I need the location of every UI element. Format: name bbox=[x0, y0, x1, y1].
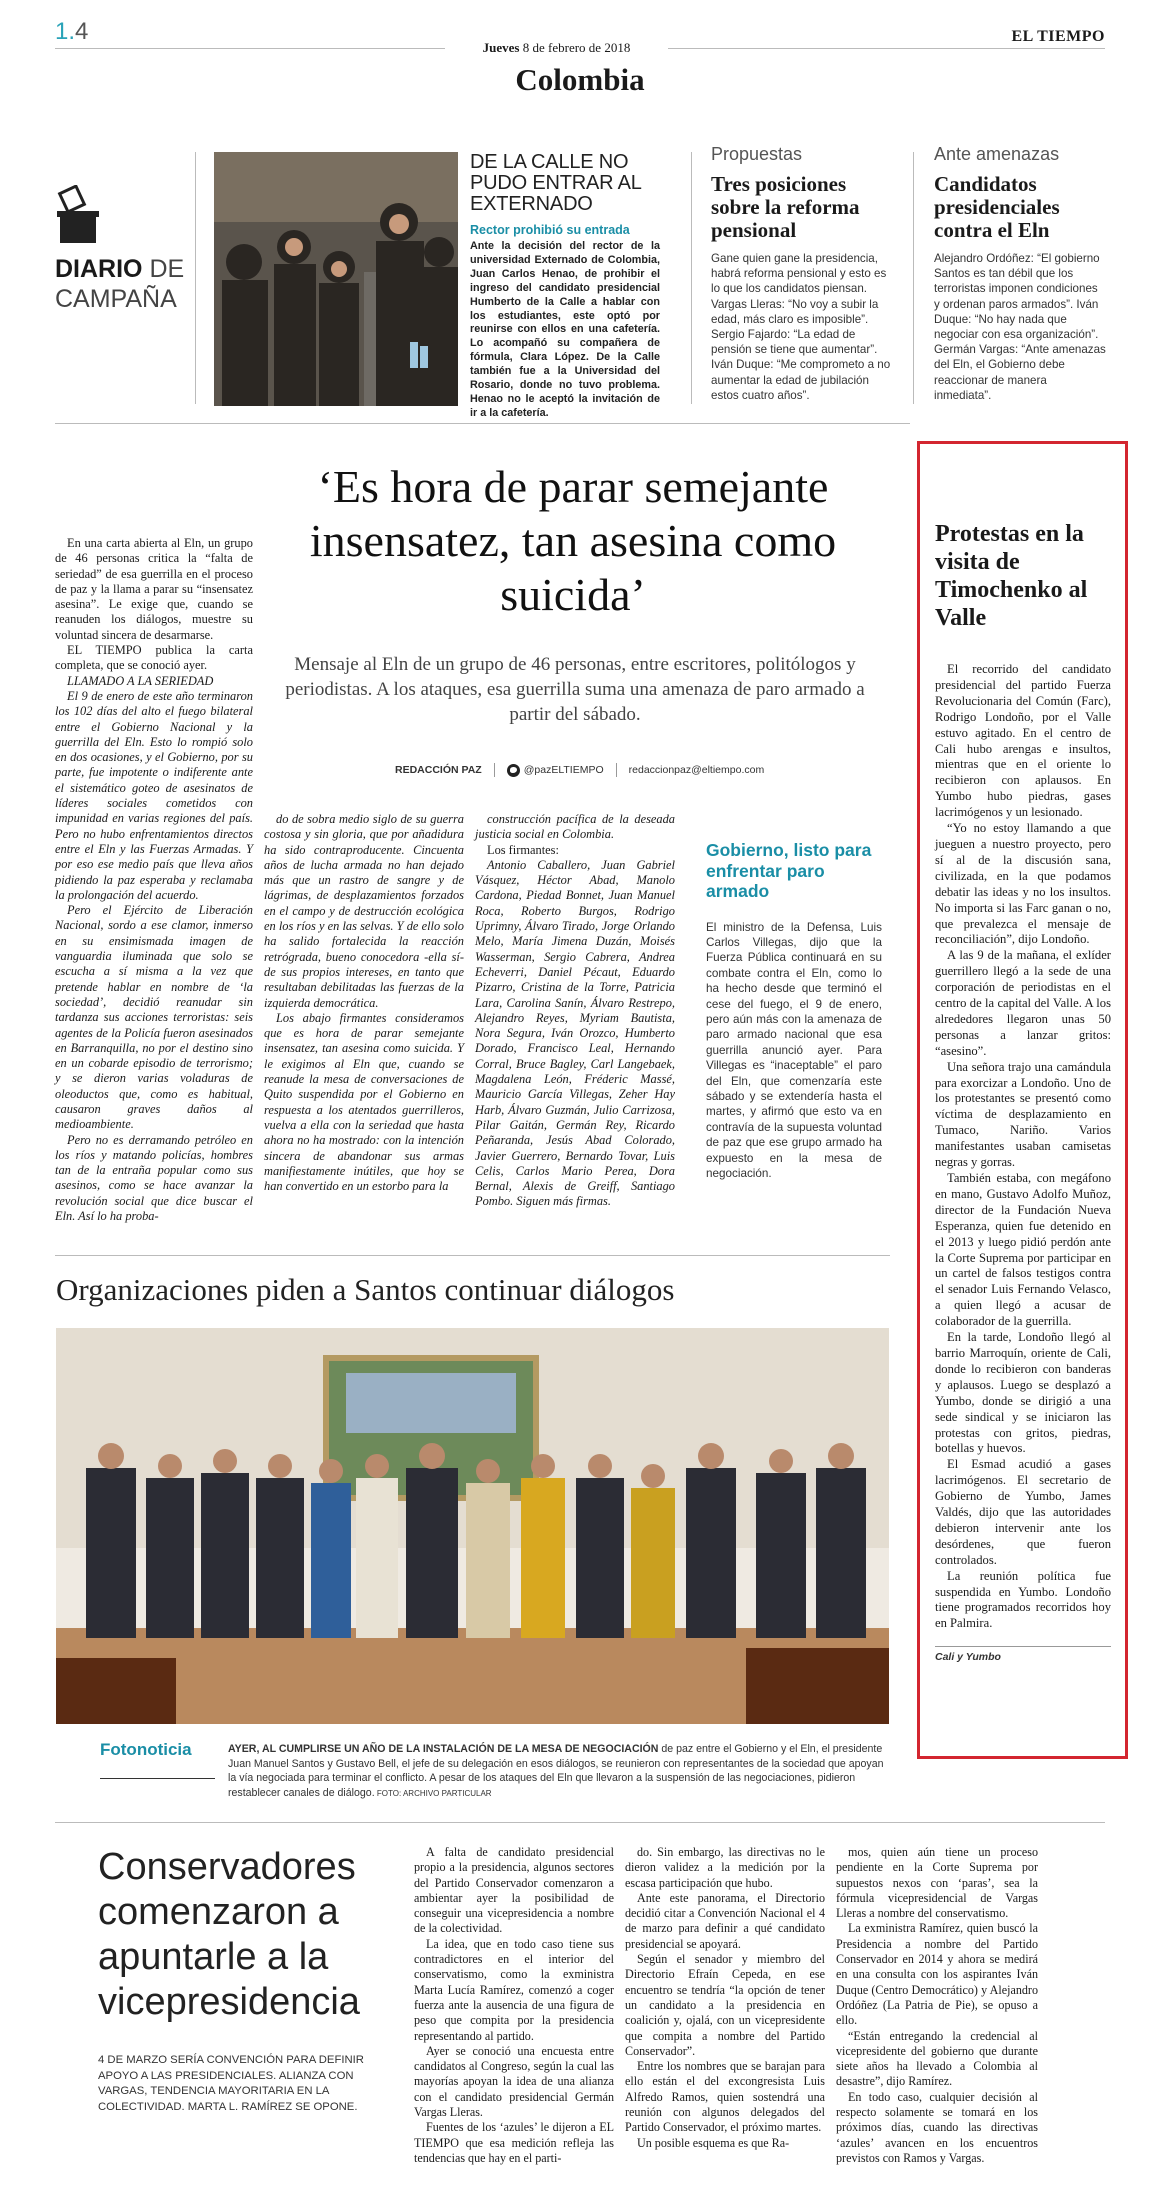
main-column-2 bbox=[264, 812, 464, 1194]
date-day: Jueves bbox=[482, 40, 520, 55]
page-number bbox=[55, 18, 88, 46]
photo-top-rule bbox=[55, 1255, 890, 1256]
twitter-handle[interactable]: @pazELTIEMPO bbox=[523, 764, 604, 776]
paragraph: Ayer se conoció una encuesta entre candidatos al Congreso, según la cual las mayorías apoyan la idea de una alianza con el candidato presidencial Germán Vargas Lleras. bbox=[414, 2043, 614, 2120]
header-date bbox=[445, 40, 668, 56]
paragraph: Pero no es derramando petróleo en los ríos y matando policías, hombres tan de la entraña popular como sus asesinos, como se hace avanzar la revolución social que dice buscar el Eln. Así lo ha proba- bbox=[55, 1132, 253, 1224]
brief-propuestas-body: Gane quien gane la presidencia, habrá reforma pensional y esto es lo que los candidatos piensan. Vargas Lleras: “No voy a subir la edad, más claro es imposible”. Sergio Fajardo: “La edad de pensión se tiene que aumentar”. Iván Duque: “Me comprometo a no aumentar la edad de jubilación estos cuatro años”. bbox=[711, 252, 891, 402]
paragraph: Antonio Caballero, Juan Gabriel Vásquez, Héctor Abad, Manolo Cardona, Piedad Bonnet, Juan Manuel Roca, Roberto Burgos, Rodrigo Uprimny, Álvaro Tirado, Jorge Orlando Melo, María Jimena Duzán, Moisés Wasserman, Sergio Cabrera, Andrea Echeverri, Daniel Pécaut, Eduardo Pizarro, Cristina de la Torre, Patricia Lara, Carolina Sanín, Álvaro Restrepo, Alejandro Reyes, Myriam Bautista, Nora Segura, Iván Orozco, Humberto Dorado, Francisco Leal, Hernando Corral, Bruce Bagley, Carl Langebaek, Magdalena León, Fréderic Massé, Mauricio García Villegas, Zeher Hay Harb, Álvaro Guzmán, Julio Carrizosa, Pilar Gaitán, Germán Rey, Ricardo Peñaranda, Jesús Abad Colorado, Javier Guerrero, Bernardo Tovar, Luis Celis, Carlos Mario Perea, Dora Bernal, Alexis de Greiff, Santiago Pombo. Siguen más firmas. bbox=[475, 857, 675, 1209]
externado-photo bbox=[214, 152, 458, 406]
paragraph: En una carta abierta al Eln, un grupo de 46 personas critica la “falta de seriedad” de esa guerrilla en el proceso de paz y la llama a parar su “insensatez asesina”. Le exige que, cuando se reanuden los diálogos, muestre su voluntad sincera de desarmarse. bbox=[55, 536, 253, 642]
brief-propuestas-title: Tres posiciones sobre la reforma pensional bbox=[711, 172, 860, 242]
paragraph: El 9 de enero de este año terminaron los 102 días del alto el fuego bilateral entre el Gobierno Nacional y la guerrilla del Eln. Esto lo rompió solo en dos ocasiones, y el Gobierno, por su parte, fue impotente o indiferente ante el sistemático goteo de asesinatos de líderes sociales cometidos con impunidad en varias regiones del país. Pero no hubo enfrentamientos directos entre el Eln y las Fuerzas Armadas. Y por eso ese medio país que lleva años pidiendo la paz esperaba y reclamaba la prolongación del acuerdo. bbox=[55, 688, 253, 902]
main-headline: ‘Es hora de parar semejante insensatez, tan asesina como suicida’ bbox=[309, 461, 837, 620]
main-column-3 bbox=[475, 812, 675, 1210]
brief-de-la-calle bbox=[470, 152, 660, 421]
paragraph: EL TIEMPO publica la carta completa, que se conoció ayer. bbox=[55, 643, 253, 673]
paragraph: do de sobra medio siglo de su guerra costosa y sin gloria, que por añadidura ha sido contraproducente. Cincuenta años de lucha armada no han dejado más que un rastro de sangre y de lágrimas, de desplazamientos forzados en el campo y de destrucción ecológica en los ríos y en las selvas. Y de ello solo ha salido fortalecida la reacción retrógrada, bueno conocedora -ella sí- de sus propios intereses, en tanto que resultaban debilitadas las fuerzas de la izquierda democrática. bbox=[264, 812, 464, 1010]
brand-logo: EL TIEMPO bbox=[1011, 28, 1105, 45]
protestas-article bbox=[935, 520, 1111, 1663]
paragraph: Pero el Ejército de Liberación Nacional, sordo a ese clamor, inmerso en su ensimismada imagen de vanguardia iluminada que solo se escucha a sí misma a la vez que pretende hablar en nombre de ‘la sociedad’, decidió reanudar sin tardanza sus acciones terroristas: seis agentes de la Policía fueron asesinados en Barranquilla, no por el destino sino en un cobarde episodio de terrorismo; y se dieron varias voladuras de oleoductos que, como es habitual, causaron graves daños al medioambiente. bbox=[55, 903, 253, 1132]
de-label: DE bbox=[142, 255, 185, 283]
main-deck: Mensaje al Eln de un grupo de 46 personas, entre escritores, politólogos y periodistas. A los ataques, esa guerrilla suma una amenaza de paro armado a partir del sábado. bbox=[285, 654, 865, 725]
paragraph: A las 9 de la mañana, el exlíder guerrillero llegó a la sede de una corporación de periodistas en el centro de la capital del Valle. A los alrededores llegaron unas 50 personas a lanzar gritos: “asesino”. bbox=[935, 948, 1111, 1058]
section-title: Colombia bbox=[515, 62, 645, 97]
paragraph: El Esmad acudió a gases lacrimógenos. El secretario de Gobierno de Yumbo, James Valdés, dijo que las autoridades debieron intervenir ante los desórdenes, que fueron controlados. bbox=[935, 1457, 1111, 1567]
diario-de-campana bbox=[55, 185, 185, 316]
diario-divider bbox=[195, 152, 196, 404]
paragraph: mos, quien aún tiene un proceso pendiente en la Corte Suprema por supuestos nexos con ‘paras’, sea la fórmula vicepresidencial de Vargas Lleras a nombre del conservatismo. bbox=[836, 1845, 1038, 1921]
paragraph: LLAMADO A LA SERIEDAD bbox=[67, 673, 214, 688]
paragraph: También estaba, con megáfono en mano, Gustavo Adolfo Muñoz, director de la Fundación Nueva Esperanza, quien fue detenido en el 2013 y luego pidió perdón ante la Corte Suprema por participar en un cartel de falsos testigos contra el senador Luis Fernando Velasco, a quien llegó a acusar de colaborador de la guerrilla. bbox=[935, 1171, 1111, 1329]
paragraph: En todo caso, cualquier decisión al respecto solamente se tomará en los próximos días, cuando las directivas ‘azules’ avancen en los encuentros previstos con Ramos y Vargas. bbox=[836, 2089, 1038, 2165]
paragraph: Según el senador y miembro del Directorio Efraín Cepeda, en ese encuentro se tendría “la opción de tener un candidato a la presidencia en coalición y, ojalá, con un vicepresidente que compita a nombre del Partido Conservador”. bbox=[625, 1952, 825, 2058]
protestas-body bbox=[935, 662, 1111, 1632]
campana-label: CAMPAÑA bbox=[55, 285, 177, 313]
protestas-title: Protestas en la visita de Timochenko al Valle bbox=[935, 521, 1088, 631]
paragraph: “Están entregando la credencial al vicepresidente del gobierno que durante siete años ha llevado a Colombia al desastre”, dijo Ramírez. bbox=[836, 2028, 1038, 2089]
date-rest: 8 de febrero de 2018 bbox=[519, 40, 631, 55]
brief-divider-2 bbox=[913, 152, 914, 404]
ballot-box-icon bbox=[55, 185, 101, 247]
paragraph: Una señora trajo una camándula para exorcizar a Londoño. Uno de los protestantes se presentó como víctima de desplazamiento en Tumaco, Nariño. Varios manifestantes usaban camisetas negras y gorras. bbox=[935, 1059, 1111, 1170]
conservadores-column-3 bbox=[836, 1845, 1038, 2166]
page-number-suffix: 4 bbox=[75, 18, 89, 45]
protestas-credit: Cali y Yumbo bbox=[935, 1651, 1001, 1664]
paragraph: Entre los nombres que se barajan para ello están el del excongresista Luis Alfredo Ramos, quien sostendrá una reunión con algunos delegados del Partido Conservador, el próximo martes. bbox=[625, 2059, 825, 2135]
paragraph: A falta de candidato presidencial propio a la presidencia, algunos sectores del Partido Conservador comenzaron a ambientar ayer la posibilidad de conseguir una vicepresidencia a nombre de la colectividad. bbox=[414, 1845, 614, 1936]
santos-group-photo bbox=[56, 1328, 889, 1724]
paragraph: “Yo no estoy llamando a que jueguen a nuestro proyecto, pero sí al de la discusión sana, civilizada, en la que podamos debatir las ideas y no los insultos. No importa si las Farc ganan o no, que prevalezca el mensaje de reconciliación”, dijo Londoño. bbox=[935, 821, 1111, 947]
paragraph: Los firmantes: bbox=[487, 842, 559, 857]
brief-de-la-calle-subtitle: Rector prohibió su entrada bbox=[470, 223, 630, 237]
conservadores-top-rule bbox=[55, 1822, 1105, 1823]
main-column-1 bbox=[55, 536, 253, 1224]
diario-label: DIARIO bbox=[55, 255, 143, 283]
header-rule-right bbox=[668, 48, 1105, 49]
brief-amenazas bbox=[934, 144, 1106, 403]
twitter-icon bbox=[507, 764, 520, 777]
photo-credit: FOTO: ARCHIVO PARTICULAR bbox=[374, 1788, 492, 1798]
brief-propuestas bbox=[711, 144, 895, 403]
photo-section-title: Organizaciones piden a Santos continuar diálogos bbox=[56, 1272, 675, 1307]
sidebar-gobierno-title: Gobierno, listo para enfrentar paro armado bbox=[706, 840, 872, 901]
fotonoticia-underline bbox=[100, 1778, 215, 1779]
page-number-prefix: 1. bbox=[55, 18, 76, 45]
conservadores-column-2 bbox=[625, 1845, 825, 2151]
briefs-bottom-rule bbox=[55, 423, 910, 424]
author-email[interactable]: redaccionpaz@eltiempo.com bbox=[628, 764, 765, 776]
paragraph: La idea, que en todo caso tiene sus contradictores en el interior del conservatismo, como la exministra Marta Lucía Ramírez, comenzó a coger fuerza ante la ausencia de una figura de peso que compita por la presidencia representando al partido. bbox=[414, 1936, 614, 2043]
header-rule-left bbox=[55, 48, 445, 49]
conservadores-summary: 4 DE MARZO SERÍA CONVENCIÓN PARA DEFINIR APOYO A LAS PRESIDENCIALES. ALIANZA CON VARGAS, TENDENCIA MAYORITARIA EN LA COLECTIVIDAD. MARTA L. RAMÍREZ SE OPONE. bbox=[98, 2054, 364, 2113]
main-byline bbox=[395, 763, 815, 777]
brief-amenazas-body: Alejandro Ordóñez: “El gobierno Santos es tan débil que los terroristas imponen condiciones y ordenan paros armados”. Iván Duque: “No hay nada que negociar con esa organización”. Germán Vargas: “Ante amenazas del Eln, el Gobierno debe reaccionar de manera inmediata”. bbox=[934, 252, 1106, 402]
brief-propuestas-kicker: Propuestas bbox=[711, 144, 803, 164]
photo-caption-text: de paz entre el Gobierno y el Eln, el presidente Juan Manuel Santos y Gustavo Bell, el jefe de su delegación en esos diálogos, se reunieron con representantes de la sociedad que apoyan la vía negociada para terminar el conflicto. A pesar de los ataques del Eln que llevaron a la suspensión de las negociaciones, pidieron restablecer canales de diálogo. bbox=[228, 1743, 884, 1799]
brief-amenazas-kicker: Ante amenazas bbox=[934, 144, 1060, 164]
byline-author: REDACCIÓN PAZ bbox=[395, 764, 482, 776]
paragraph: Fuentes de los ‘azules’ le dijeron a EL TIEMPO que esa medición refleja las tendencias que hay en el parti- bbox=[414, 2120, 614, 2165]
conservadores-headline: Conservadores comenzaron a apuntarle a la vicepresidencia bbox=[98, 1846, 360, 2023]
paragraph: El recorrido del candidato presidencial del partido Fuerza Revolucionaria del Común (Farc), Rodrigo Londoño, por el Valle estuvo agitado. En el centro de Cali hubo arengas e insultos, mientras que en el oriente lo recibieron con aplausos. En Yumbo hubo piedras, gases lacrimógenos y un lesionado. bbox=[935, 662, 1111, 820]
fotonoticia-label: Fotonoticia bbox=[100, 1740, 192, 1759]
paragraph: La reunión política fue suspendida en Yumbo. Londoño tiene programados recorridos hoy en Palmira. bbox=[935, 1568, 1111, 1631]
paragraph: Un posible esquema es que Ra- bbox=[637, 2135, 790, 2150]
photo-caption bbox=[228, 1742, 888, 1801]
brief-divider-1 bbox=[691, 152, 692, 404]
brief-amenazas-title: Candidatos presidenciales contra el Eln bbox=[934, 172, 1060, 242]
conservadores-column-1 bbox=[414, 1845, 614, 2166]
paragraph: do. Sin embargo, las directivas no le dieron validez a la medición por la escasa participación que hubo. bbox=[625, 1845, 825, 1890]
sidebar-gobierno bbox=[706, 840, 882, 1181]
paragraph: En la tarde, Londoño llegó al barrio Marroquín, oriente de Cali, donde lo recibieron con banderas y aplausos. Luego se desplazó a Yumbo, donde se dirigió a una sede sindical y se iniciaron las protestas con gritos, piedras, botellas y huevos. bbox=[935, 1330, 1111, 1456]
brief-de-la-calle-body: Ante la decisión del rector de la universidad Externado de Colombia, Juan Carlos Henao, de prohibir el ingreso del candidato presidencial Humberto de la Calle a hablar con los estudiantes, este optó por reunirse con ellos en una cafetería. Lo acompañó su compañera de fórmula, Clara López. De la Calle también fue a la Universidad del Rosario, donde no tuvo problema. Henao no le aceptó la invitación de ir a la cafetería. bbox=[470, 240, 660, 419]
paragraph: La exministra Ramírez, quien buscó la Presidencia a nombre del Partido Conservador en 2014 y ahora se medirá en una consulta con los aspirantes Iván Duque (Centro Democrático) y Alejandro Ordóñez (La Patria de Pie), se opuso a ello. bbox=[836, 1921, 1038, 2028]
paragraph: Ante este panorama, el Directorio decidió citar a Convención Nacional el 4 de marzo para definir a qué candidato presidencial se apoyará. bbox=[625, 1890, 825, 1951]
brief-de-la-calle-title: DE LA CALLE NO PUDO ENTRAR AL EXTERNADO bbox=[470, 151, 641, 215]
photo-caption-bold: AYER, AL CUMPLIRSE UN AÑO DE LA INSTALACIÓN DE LA MESA DE NEGOCIACIÓN bbox=[228, 1743, 659, 1755]
sidebar-gobierno-body: El ministro de la Defensa, Luis Carlos Villegas, dijo que la Fuerza Pública continuará en su combate contra el Eln, como lo ha hecho desde que terminó el cese del fuego, el 9 de enero, pero aún más con la amenaza de paro armado nacional que esa guerrilla anunció ayer. Para Villegas es “inaceptable” el paro del Eln, que comenzaría este sábado y se extendería hasta el martes, y afirmó que esto va en contravía de la supuesta voluntad de paz que ese grupo armado ha expuesto en la mesa de negociación. bbox=[706, 920, 882, 1180]
paragraph: Los abajo firmantes consideramos que es hora de parar semejante insensatez, tan asesina como suicida. Y le exigimos al Eln que, cuando se reanude la mesa de conversaciones de Quito suspendida por el Gobierno en respuesta a los atentados guerrilleros, vuelva a ella con la seriedad que hasta ahora no ha mostrado: con la intención sincera de abandonar sus armas manifiestamente inútiles, que hoy se han convertido en un estorbo para la bbox=[264, 1010, 464, 1194]
paragraph: construcción pacífica de la deseada justicia social en Colombia. bbox=[475, 812, 675, 842]
